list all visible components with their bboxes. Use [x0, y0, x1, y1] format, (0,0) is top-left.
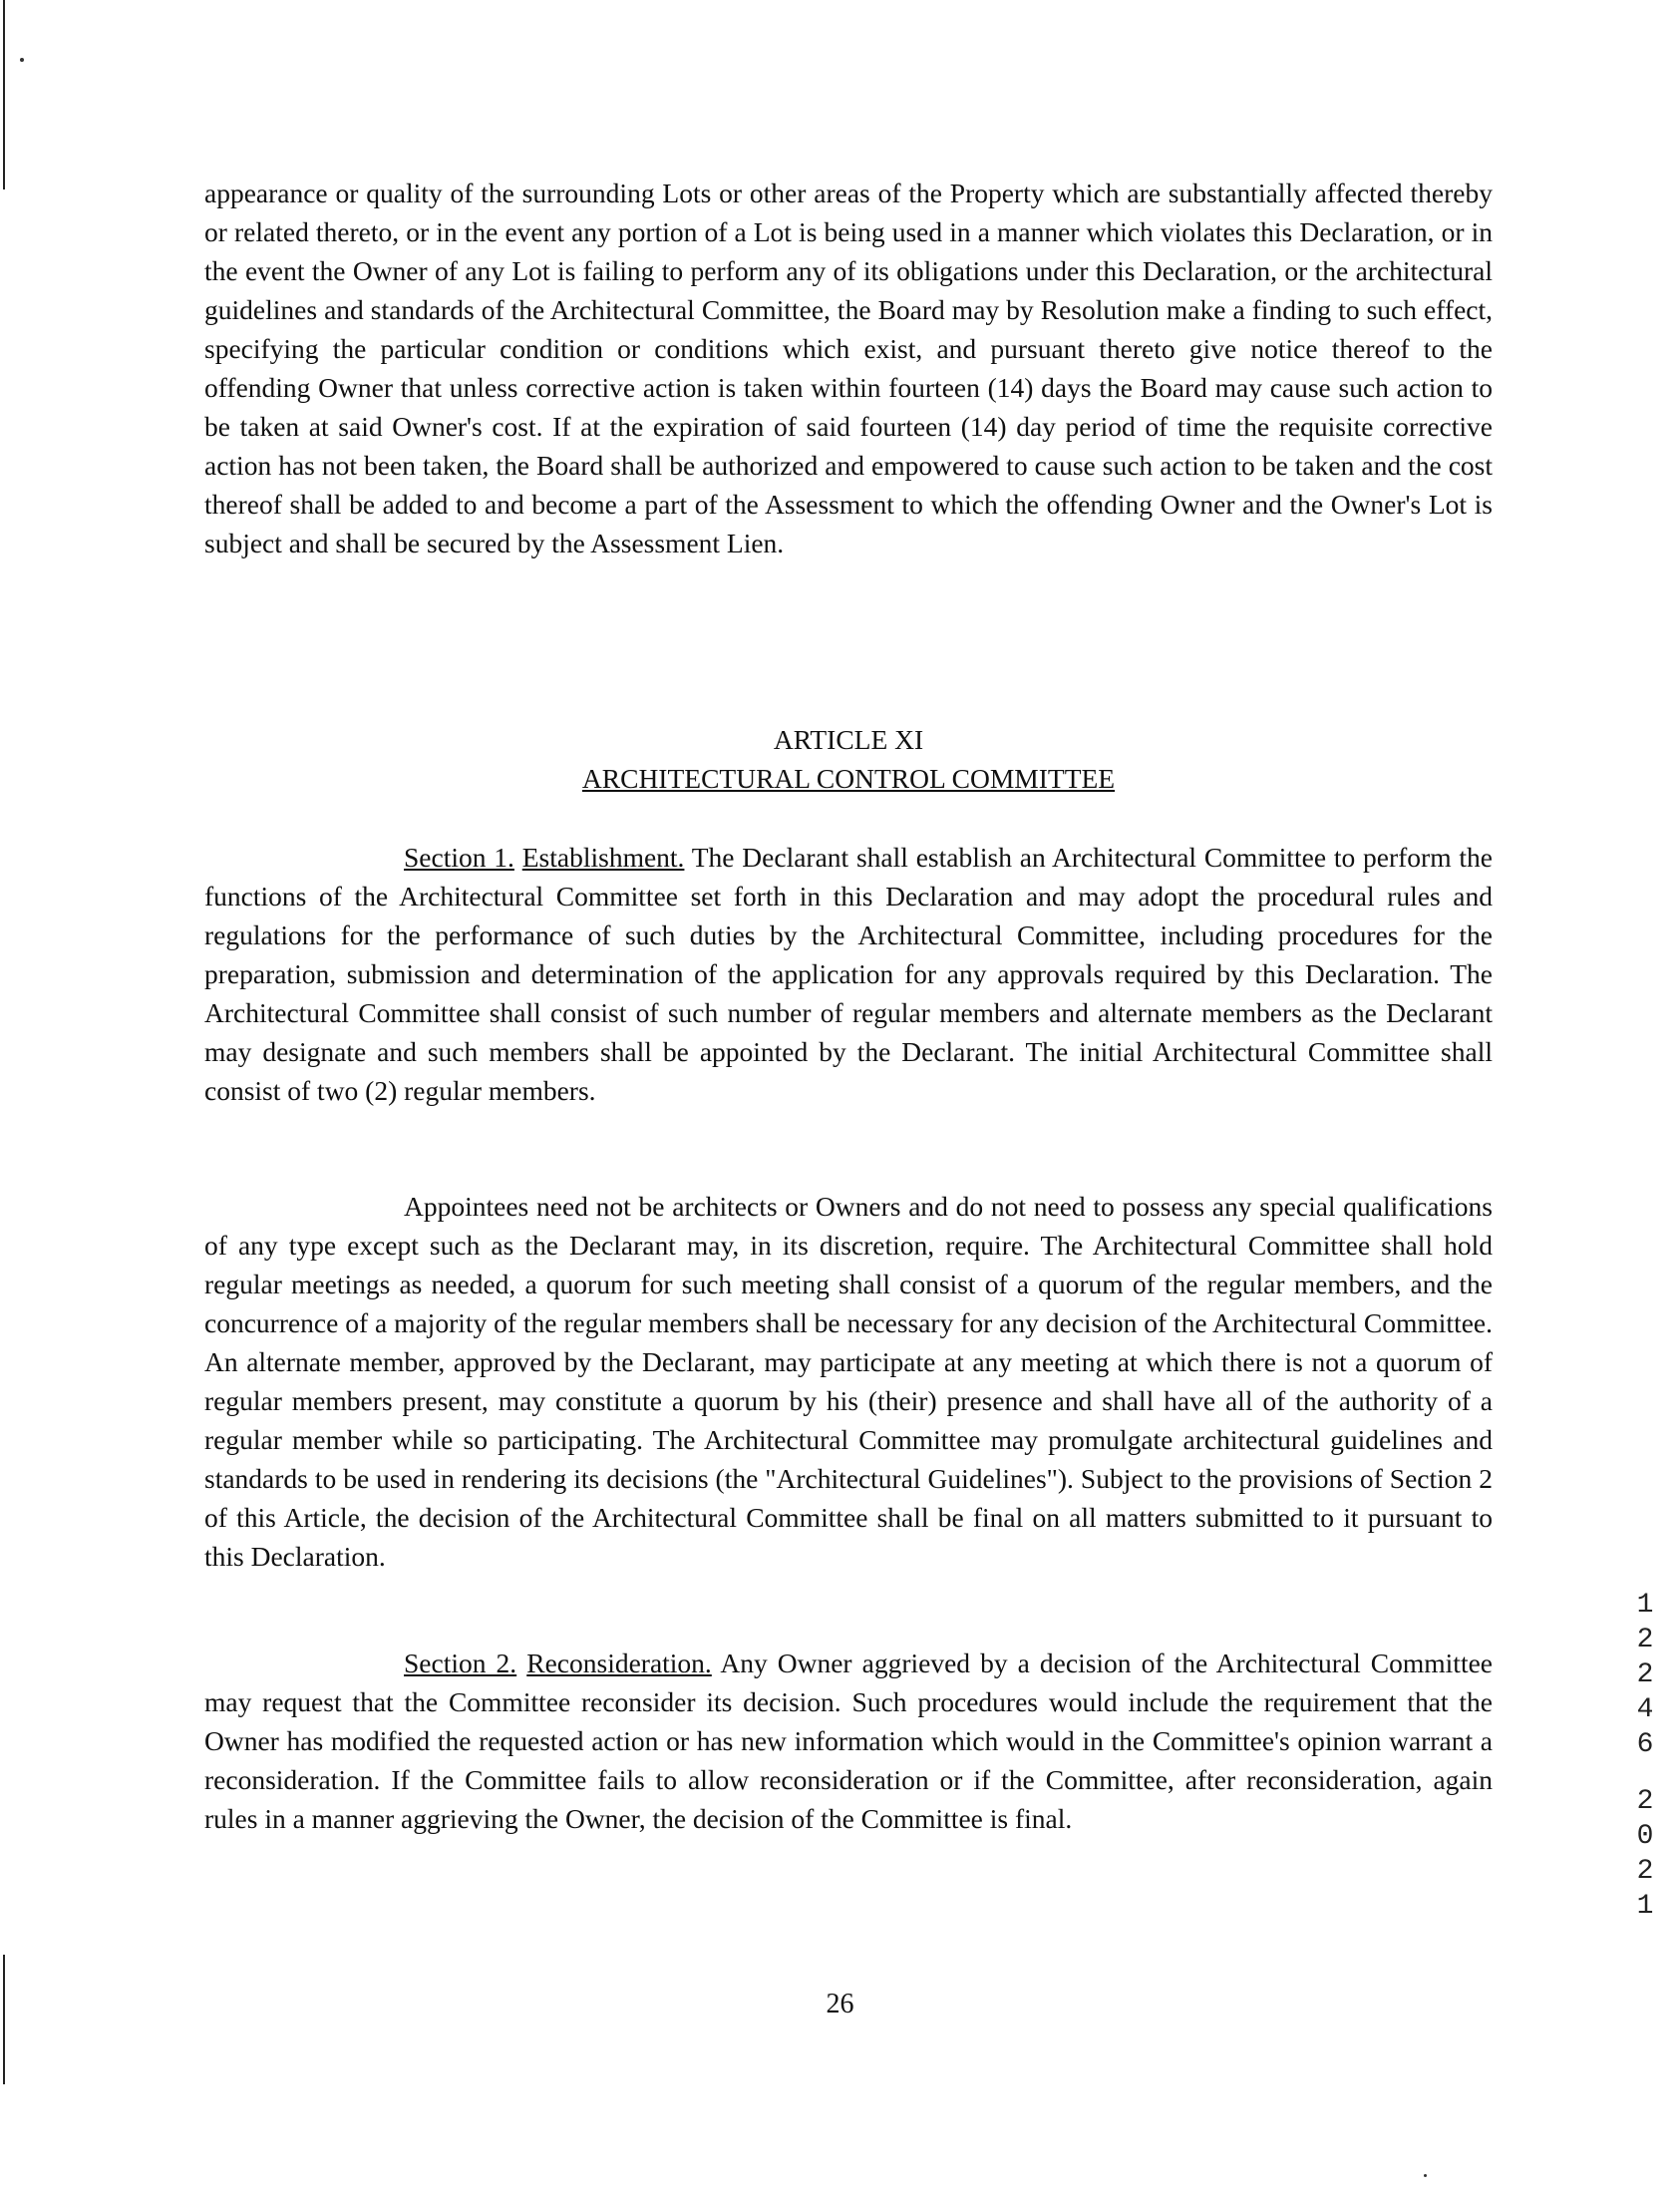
section-1-text: The Declarant shall establish an Architectural Committee to perform the functions of the Architectural Committee set forth in this Declaration and may adopt the procedural rules and regulations for the performance of such duties by the Architectural Committee, including procedures for the preparation, submission and determination of the application for any approvals required by this Declaration. The Architectural Committee shall consist of such number of regular members and alternate members as the Declarant may designate and such members shall be appointed by the Declarant. The initial Architectural Committee shall consist of two (2) regular members.	[204, 842, 1493, 1106]
doc-digit: 2	[1636, 1659, 1654, 1690]
intro-paragraph: appearance or quality of the surrounding Lots or other areas of the Property which are substantially affected thereby or related thereto, or in the event any portion of a Lot is being used in a manner which violates this Declaration, or in the event the Owner of any Lot is failing to perform any of its obligations under this Declaration, or the architectural guidelines and standards of the Architectural Committee, the Board may by Resolution make a finding to such effect, specifying the particular condition or conditions which exist, and pursuant thereto give notice thereof to the offending Owner that unless corrective action is taken within fourteen (14) days the Board may cause such action to be taken at said Owner's cost. If at the expiration of said fourteen (14) day period of time the requisite corrective action has not been taken, the Board shall be authorized and empowered to cause such action to be taken and the cost thereof shall be added to and become a part of the Assessment to which the offending Owner and the Owner's Lot is subject and shall be secured by the Assessment Lien.	[204, 178, 1493, 558]
section-1-label: Section 1.	[404, 842, 514, 873]
section-2-label: Section 2.	[404, 1648, 517, 1678]
doc-digit: 2	[1636, 1625, 1654, 1655]
article-number: ARTICLE XI	[773, 724, 924, 755]
section-2-text: Any Owner aggrieved by a decision of the Architectural Committee may request that the Committee reconsider its decision. Such procedures would include the requirement that the Owner has modified the requested action or has new information which would in the Committee's opinion warrant a reconsideration. If the Committee fails to allow reconsideration or if the Committee, after reconsideration, again rules in a manner aggrieving the Owner, the decision of the Committee is final.	[204, 1648, 1494, 1834]
section-2-heading: Reconsideration.	[526, 1648, 712, 1678]
doc-digit: 4	[1636, 1694, 1654, 1725]
page-number: 26	[826, 1989, 854, 2019]
article-heading	[204, 720, 1493, 798]
scan-margin-line-top	[3, 0, 5, 189]
document-number-stamp	[1630, 1588, 1660, 1924]
scan-speck	[1424, 2174, 1427, 2177]
appointees-text: Appointees need not be architects or Owners and do not need to possess any special qualifications of any type except such as the Declarant may, in its discretion, require. The Architectural Committee shall hold regular meetings as needed, a quorum for such meeting shall consist of a quorum of the regular members, and the concurrence of a majority of the regular members shall be necessary for any decision of the Architectural Committee. An alternate member, approved by the Declarant, may participate at any meeting at which there is not a quorum of regular members present, may constitute a quorum by his (their) presence and shall have all of the authority of a regular member while so participating. The Architectural Committee may promulgate architectural guidelines and standards to be used in rendering its decisions (the "Architectural Guidelines"). Subject to the provisions of Section 2 of this Article, the decision of the Architectural Committee shall be final on all matters submitted to it pursuant to this Declaration.	[204, 1191, 1494, 1572]
article-title: ARCHITECTURAL CONTROL COMMITTEE	[581, 763, 1116, 794]
section-1-paragraph	[204, 838, 1493, 1110]
doc-digit: 2	[1636, 1856, 1654, 1887]
appointees-paragraph	[204, 1187, 1493, 1576]
doc-digit: 6	[1636, 1729, 1654, 1760]
scan-speck	[20, 58, 24, 62]
doc-digit: 1	[1636, 1590, 1654, 1621]
section-1-heading: Establishment.	[521, 842, 685, 873]
doc-digit: 1	[1636, 1891, 1654, 1922]
doc-digit: 2	[1636, 1786, 1654, 1817]
doc-digit: 0	[1636, 1821, 1654, 1852]
section-2-paragraph	[204, 1644, 1493, 1838]
